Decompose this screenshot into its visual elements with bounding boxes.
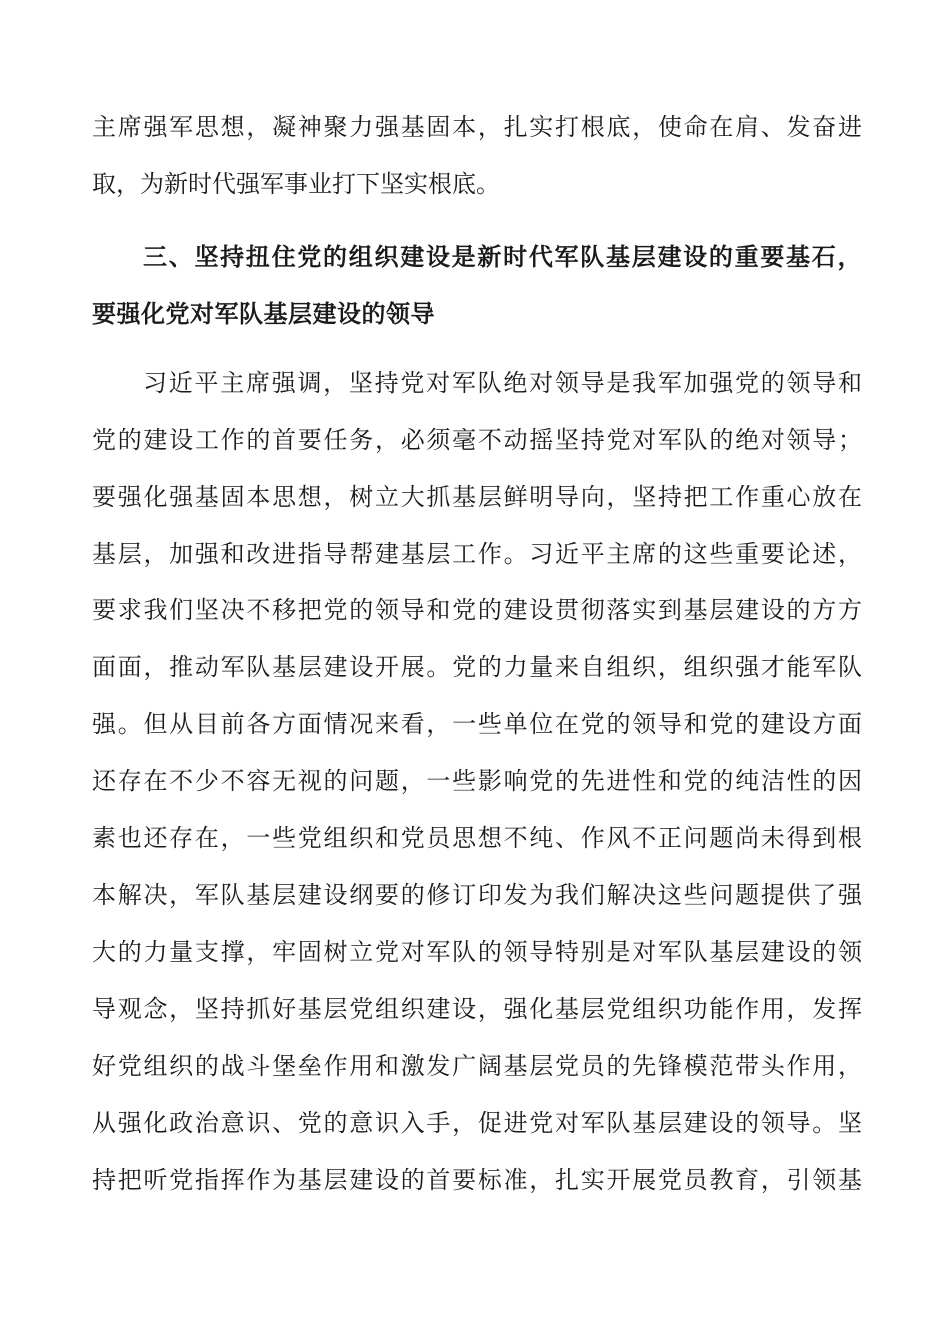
paragraph-line: 还存在不少不容无视的问题，一些影响党的先进性和党的纯洁性的因 (92, 767, 862, 795)
paragraph-line: 本解决，军队基层建设纲要的修订印发为我们解决这些问题提供了强 (92, 881, 862, 909)
paragraph-line: 取，为新时代强军事业打下坚实根底。 (92, 170, 500, 198)
paragraph-line: 持把听党指挥作为基层建设的首要标准，扎实开展党员教育，引领基 (92, 1166, 862, 1194)
section-heading: 三、坚持扭住党的组织建设是新时代军队基层建设的重要基石， (143, 243, 862, 271)
paragraph-line: 基层，加强和改进指导帮建基层工作。习近平主席的这些重要论述， (92, 540, 862, 568)
paragraph-line: 面面，推动军队基层建设开展。党的力量来自组织，组织强才能军队 (92, 653, 862, 681)
paragraph-line: 要强化强基固本思想，树立大抓基层鲜明导向，坚持把工作重心放在 (92, 483, 862, 511)
paragraph-line: 要求我们坚决不移把党的领导和党的建设贯彻落实到基层建设的方方 (92, 596, 862, 624)
paragraph-line: 主席强军思想，凝神聚力强基固本，扎实打根底，使命在肩、发奋进 (92, 113, 862, 141)
paragraph-line: 大的力量支撑，牢固树立党对军队的领导特别是对军队基层建设的领 (92, 938, 862, 966)
paragraph-line: 强。但从目前各方面情况来看，一些单位在党的领导和党的建设方面 (92, 710, 862, 738)
paragraph-line: 从强化政治意识、党的意识入手，促进党对军队基层建设的领导。坚 (92, 1109, 862, 1137)
paragraph-line: 党的建设工作的首要任务，必须毫不动摇坚持党对军队的绝对领导； (92, 426, 862, 454)
paragraph-line: 好党组织的战斗堡垒作用和激发广阔基层党员的先锋模范带头作用， (92, 1052, 862, 1080)
paragraph-line: 导观念，坚持抓好基层党组织建设，强化基层党组织功能作用，发挥 (92, 995, 862, 1023)
paragraph-line: 素也还存在，一些党组织和党员思想不纯、作风不正问题尚未得到根 (92, 824, 862, 852)
section-heading: 要强化党对军队基层建设的领导 (92, 300, 435, 328)
paragraph-line: 习近平主席强调，坚持党对军队绝对领导是我军加强党的领导和 (143, 369, 862, 397)
